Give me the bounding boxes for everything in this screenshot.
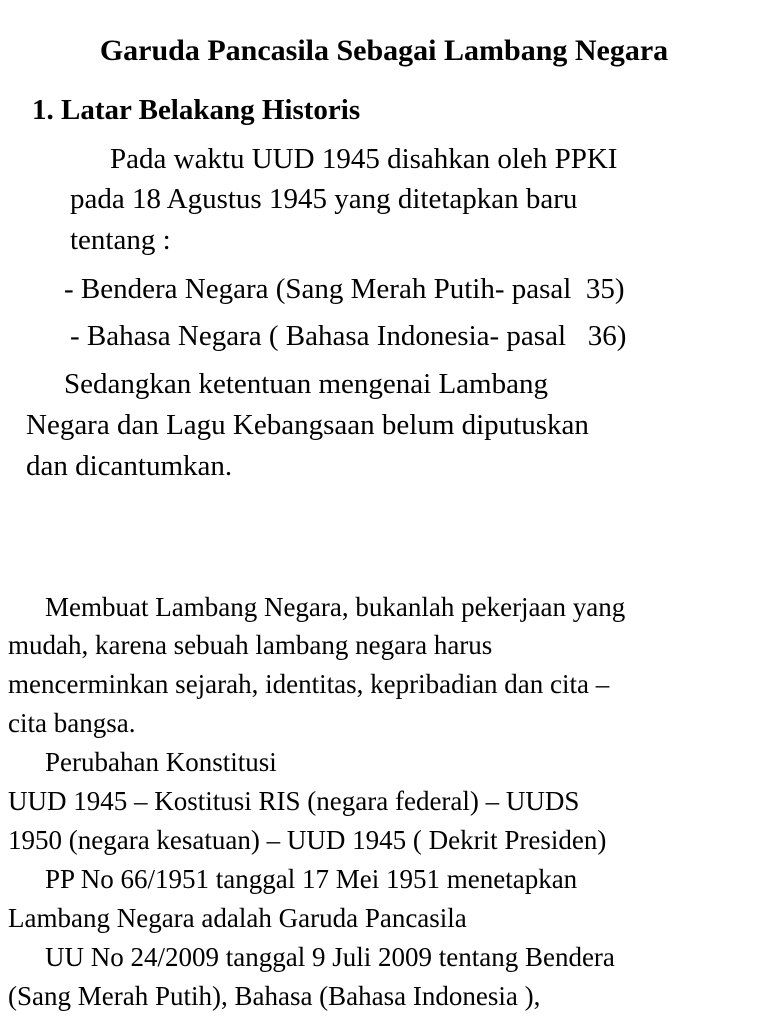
list-item: - Bahasa Negara ( Bahasa Indonesia- pasal 36): [70, 320, 627, 352]
paragraph-line: dan dicantumkan.: [26, 450, 233, 482]
list-item: - Bendera Negara (Sang Merah Putih- pasal 35): [64, 273, 625, 305]
paragraph-line: Pada waktu UUD 1945 disahkan oleh PPKI: [110, 143, 618, 175]
body-line: mudah, karena sebuah lambang negara harus: [8, 630, 493, 660]
body-line: (Sang Merah Putih), Bahasa (Bahasa Indonesia ),: [8, 981, 541, 1011]
body-line: UUD 1945 – Kostitusi RIS (negara federal) – UUDS: [8, 786, 580, 816]
body-line: 1950 (negara kesatuan) – UUD 1945 ( Dekrit Presiden): [8, 825, 607, 855]
body-line: cita bangsa.: [8, 708, 136, 738]
body-line: mencerminkan sejarah, identitas, kepribadian dan cita –: [8, 669, 610, 699]
paragraph-line: Sedangkan ketentuan mengenai Lambang: [64, 368, 548, 400]
paragraph-line: Negara dan Lagu Kebangsaan belum diputuskan: [26, 409, 589, 441]
body-line: Membuat Lambang Negara, bukanlah pekerjaan yang: [45, 592, 626, 622]
paragraph-line: pada 18 Agustus 1945 yang ditetapkan baru: [70, 183, 578, 215]
paragraph-line: tentang :: [70, 224, 171, 256]
page-title: Garuda Pancasila Sebagai Lambang Negara: [99, 34, 669, 67]
body-line: Perubahan Konstitusi: [45, 747, 277, 777]
body-line: UU No 24/2009 tanggal 9 Juli 2009 tentang Bendera: [45, 942, 615, 972]
body-line: PP No 66/1951 tanggal 17 Mei 1951 menetapkan: [45, 864, 578, 894]
body-line: Lambang Negara adalah Garuda Pancasila: [8, 903, 467, 933]
section-heading: 1. Latar Belakang Historis: [32, 94, 361, 126]
